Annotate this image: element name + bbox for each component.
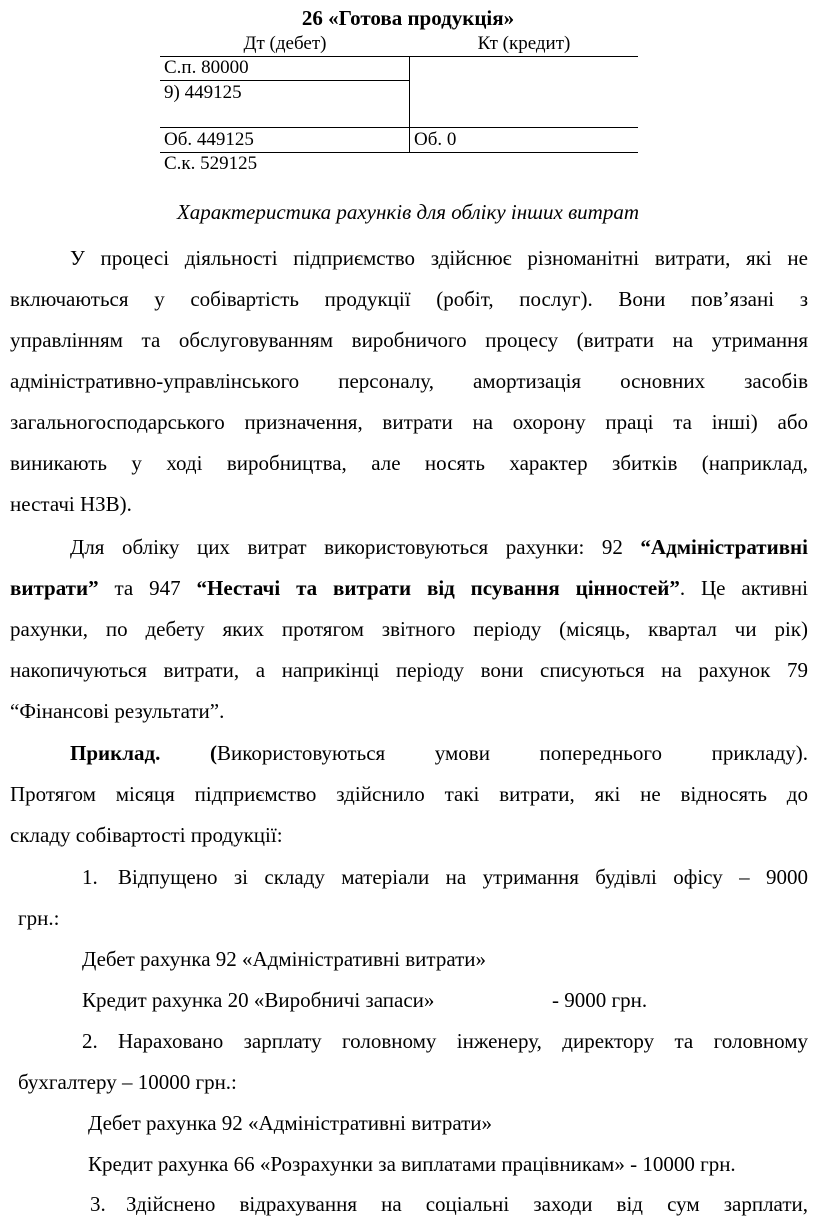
p2-line-5: “Фінансові результати”. — [10, 699, 225, 723]
debit-header: Дт (дебет) — [243, 33, 327, 54]
p2-line-3: рахунки, по дебету яких протягом звітного періоду (місяць, квартал чи рік) — [10, 617, 808, 641]
debit-turnover: Об. 449125 — [164, 129, 254, 150]
account-92-name-end: витрати” — [10, 576, 99, 600]
section-title: Характеристика рахунків для обліку інших витрат — [176, 200, 640, 224]
p3-line-3: складу собівартості продукції: — [10, 823, 283, 847]
opening-balance: С.п. 80000 — [164, 57, 249, 78]
closing-balance: С.к. 529125 — [164, 153, 258, 174]
p3-text: Використовуються умови попереднього прикладу). — [216, 741, 808, 765]
credit-header: Кт (кредит) — [477, 33, 571, 54]
debit-entry: 9) 449125 — [164, 82, 242, 103]
p2-text: Для обліку цих витрат використовуються рахунки: 92 — [70, 535, 641, 559]
p1-line-3: управлінням та обслуговуванням виробничого процесу (витрати на утримання — [10, 328, 808, 352]
item-number: 3. — [90, 1192, 106, 1216]
item-number: 2. — [82, 1029, 98, 1053]
example-paren: ( — [160, 741, 217, 765]
item-text-cont: бухгалтеру – 10000 грн.: — [18, 1070, 237, 1094]
account-turnover-rule — [160, 127, 638, 128]
credit-line: Кредит рахунка 20 «Виробничі запаси» — [82, 988, 435, 1012]
account-title: 26 «Готова продукція» — [301, 6, 515, 30]
p3-line-2: Протягом місяця підприємство здійснило такі витрати, які не відносять до — [10, 782, 808, 806]
account-row-rule — [160, 80, 410, 81]
account-947-name: “Нестачі та витрати від псування цінностей” — [196, 576, 680, 600]
account-divider — [409, 56, 410, 152]
debit-line: Дебет рахунка 92 «Адміністративні витрати» — [82, 947, 487, 971]
item-text: Відпущено зі складу матеріали на утримання будівлі офісу – 9000 — [118, 865, 808, 889]
p1-line-2: включаються у собівартість продукції (робіт, послуг). Вони пов’язані з — [10, 287, 808, 311]
debit-line: Дебет рахунка 92 «Адміністративні витрати» — [88, 1111, 493, 1135]
p1-line-4: адміністративно-управлінського персоналу, амортизація основних засобів — [10, 369, 808, 393]
p2-text: . Це активні — [679, 576, 809, 600]
item-text: Здійснено відрахування на соціальні заходи від сум зарплати, — [126, 1192, 808, 1216]
p1-line-7: нестачі НЗВ). — [10, 492, 132, 516]
p3-line-1 — [70, 733, 808, 774]
p2-line-4: накопичуються витрати, а наприкінці періоду вони списуються на рахунок 79 — [10, 658, 808, 682]
p2-text: та 947 — [98, 576, 197, 600]
p2-line-1 — [70, 527, 808, 568]
item-text: Нараховано зарплату головному інженеру, директору та головному — [118, 1029, 808, 1053]
p1-line-5: загальногосподарського призначення, витрати на охорону праці та інші) або — [10, 410, 808, 434]
credit-line: Кредит рахунка 66 «Розрахунки за виплатами працівникам» - 10000 грн. — [88, 1152, 736, 1176]
example-label: Приклад. — [70, 741, 161, 765]
item-text-cont: грн.: — [18, 906, 60, 930]
credit-turnover: Об. 0 — [414, 129, 457, 150]
amount: - 9000 грн. — [552, 988, 648, 1012]
account-92-name: “Адміністративні — [640, 535, 808, 559]
p1-line-6: виникають у ході виробництва, але носять характер збитків (наприклад, — [10, 451, 808, 475]
item-number: 1. — [82, 865, 98, 889]
p1-line-1: У процесі діяльності підприємство здійснює різноманітні витрати, які не — [70, 246, 808, 270]
p2-line-2 — [10, 568, 808, 609]
